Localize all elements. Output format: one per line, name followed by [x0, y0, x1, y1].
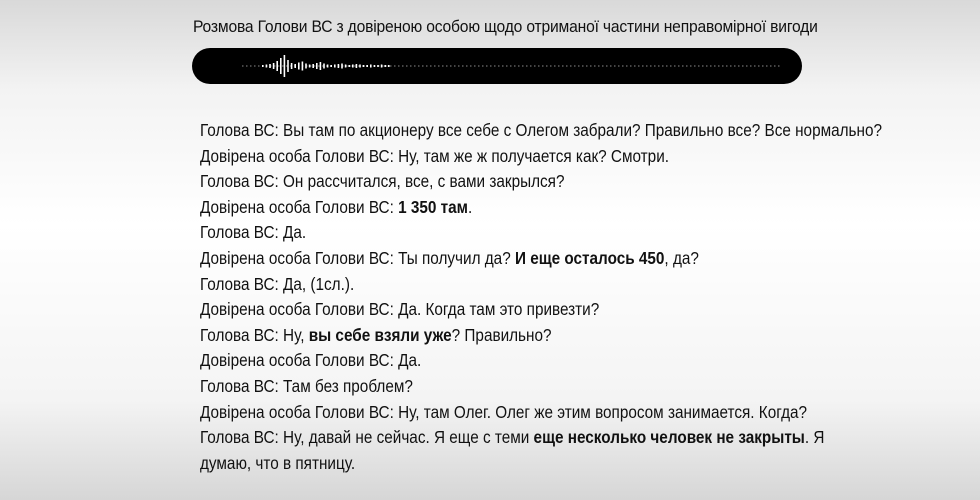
waveform-bar	[356, 64, 358, 68]
waveform-dot	[622, 66, 624, 67]
waveform-dot	[578, 66, 580, 67]
waveform-bar	[284, 55, 286, 77]
waveform-dot	[598, 66, 600, 67]
waveform-dot	[254, 66, 256, 67]
waveform-dot	[718, 66, 720, 67]
transcript-emphasis: 1 350 там	[398, 196, 468, 217]
waveform-dot	[494, 66, 496, 67]
waveform-dot	[698, 66, 700, 67]
page-title: Розмова Голови ВС з довіреною особою щодо отриманої частини неправомірної вигоди	[193, 17, 818, 36]
transcript-line	[200, 118, 882, 144]
waveform-dot	[714, 66, 716, 67]
waveform-dot	[314, 66, 316, 67]
waveform-dot	[486, 66, 488, 67]
waveform-dot	[738, 66, 740, 67]
waveform-dot	[610, 66, 612, 67]
waveform-dot	[542, 66, 544, 67]
transcript-text: , да?	[664, 247, 699, 268]
waveform-dot	[242, 66, 244, 67]
waveform-dot	[466, 66, 468, 67]
waveform-bar	[305, 64, 307, 69]
waveform-bar	[287, 60, 289, 72]
waveform-dot	[502, 66, 504, 67]
waveform-dot	[430, 66, 432, 67]
waveform-dot	[450, 66, 452, 67]
waveform-dot	[754, 66, 756, 67]
waveform-bar	[266, 65, 268, 68]
waveform-dot	[514, 66, 516, 67]
waveform-bar	[363, 65, 365, 67]
waveform-dot	[762, 66, 764, 67]
waveform-dot	[706, 66, 708, 67]
transcript-text: Голова ВС: Да, (1сл.).	[200, 273, 355, 294]
waveform-dot	[590, 66, 592, 67]
transcript-text: Довірена особа Голови ВС: Ты получил да?	[200, 247, 515, 268]
waveform-dot	[406, 66, 408, 67]
waveform-bar	[345, 65, 347, 68]
transcript-text: Голова ВС: Вы там по акционеру все себе с Олегом забрали? Правильно все? Все нормально?	[200, 120, 882, 140]
transcript-line	[200, 348, 772, 374]
transcript-line	[200, 323, 772, 349]
waveform-dot	[462, 66, 464, 67]
waveform-dot	[518, 66, 520, 67]
waveform-dot	[426, 66, 428, 67]
waveform-dot	[690, 66, 692, 67]
waveform-dot	[630, 66, 632, 67]
transcript-text: ? Правильно?	[451, 324, 552, 345]
waveform-dot	[742, 66, 744, 67]
waveform-dot	[550, 66, 552, 67]
waveform-dot	[354, 66, 356, 67]
transcript-line	[200, 297, 772, 323]
transcript-text: Довірена особа Голови ВС: Да.	[200, 350, 422, 371]
waveform-dot	[662, 66, 664, 67]
waveform-dot	[442, 66, 444, 67]
waveform-dot	[482, 66, 484, 67]
waveform-dot	[278, 66, 280, 67]
waveform-dot	[614, 66, 616, 67]
waveform-dot	[390, 66, 392, 67]
waveform-dot	[654, 66, 656, 67]
waveform-bar	[294, 64, 296, 68]
waveform-dot	[766, 66, 768, 67]
waveform-bar	[327, 65, 329, 68]
transcript-text: Довірена особа Голови ВС: Ну, там же ж получается как? Смотри.	[200, 145, 669, 166]
waveform-bar	[330, 65, 332, 67]
waveform-bar	[381, 65, 383, 68]
transcript-text: Голова ВС: Он рассчитался, все, с вами закрылся?	[200, 171, 565, 192]
transcript-text: Голова ВС: Там без проблем?	[200, 375, 413, 396]
waveform-dot	[642, 66, 644, 67]
waveform-dot	[726, 66, 728, 67]
waveform-bar	[280, 58, 282, 74]
transcript-text: Голова ВС: Ну, давай не сейчас. Я еще с теми	[200, 427, 534, 448]
waveform-dot	[774, 66, 776, 67]
waveform-bar	[273, 63, 275, 69]
waveform-dot	[562, 66, 564, 67]
waveform-bar	[262, 65, 264, 67]
waveform-dot	[350, 66, 352, 67]
waveform-dot	[438, 66, 440, 67]
waveform-dot	[522, 66, 524, 67]
waveform-bar	[312, 64, 314, 68]
waveform-dot	[318, 66, 320, 67]
waveform-dot	[666, 66, 668, 67]
waveform-dot	[246, 66, 248, 67]
waveform-bar	[298, 63, 300, 70]
waveform-dot	[574, 66, 576, 67]
waveform-dot	[474, 66, 476, 67]
waveform-bar	[366, 65, 368, 67]
transcript-emphasis: вы себе взяли уже	[308, 324, 452, 345]
waveform-dot	[394, 66, 396, 67]
waveform-dot	[646, 66, 648, 67]
transcript-text: .	[467, 196, 473, 217]
waveform-dot	[658, 66, 660, 67]
waveform-dot	[478, 66, 480, 67]
waveform-dot	[490, 66, 492, 67]
waveform-dot	[570, 66, 572, 67]
waveform-dot	[778, 66, 780, 67]
waveform-dot	[554, 66, 556, 67]
transcript-emphasis: И еще осталось 450	[514, 247, 665, 268]
waveform-dot	[650, 66, 652, 67]
waveform-dot	[586, 66, 588, 67]
waveform-dot	[558, 66, 560, 67]
transcript-line	[200, 425, 825, 451]
waveform-dot	[634, 66, 636, 67]
transcript-text: думаю, что в пятницу.	[200, 452, 356, 473]
waveform-dot	[534, 66, 536, 67]
waveform-dot	[734, 66, 736, 67]
waveform-dot	[626, 66, 628, 67]
waveform-dot	[398, 66, 400, 67]
waveform-dot	[458, 66, 460, 67]
waveform-dot	[758, 66, 760, 67]
waveform-bar	[388, 65, 390, 67]
waveform-dot	[582, 66, 584, 67]
waveform-bar	[276, 61, 278, 71]
waveform-dot	[506, 66, 508, 67]
transcript-text: Довірена особа Голови ВС: Ну, там Олег. Олег же этим вопросом занимается. Когда?	[200, 401, 808, 422]
waveform-dot	[606, 66, 608, 67]
waveform-bar	[352, 65, 354, 68]
waveform-dot	[282, 66, 284, 67]
waveform-dot	[470, 66, 472, 67]
waveform-bar	[302, 62, 304, 71]
waveform-dot	[446, 66, 448, 67]
waveform-dot	[526, 66, 528, 67]
waveform-dot	[638, 66, 640, 67]
waveform-dot	[594, 66, 596, 67]
waveform-dot	[258, 66, 260, 67]
waveform-dot	[618, 66, 620, 67]
waveform-dot	[694, 66, 696, 67]
transcript-text: Довірена особа Голови ВС:	[200, 196, 399, 217]
waveform-bar	[348, 65, 350, 67]
waveform-bar	[377, 65, 379, 67]
waveform-dot	[422, 66, 424, 67]
transcript-line	[200, 400, 808, 426]
waveform-bar	[334, 65, 336, 68]
waveform-dot	[498, 66, 500, 67]
transcript-line	[200, 144, 772, 170]
transcript-line	[200, 374, 772, 400]
transcript-line	[200, 195, 772, 221]
waveform-bar	[384, 65, 386, 67]
transcript-text: Голова ВС: Ну,	[200, 324, 309, 345]
transcript-line	[200, 169, 772, 195]
waveform-bar	[309, 65, 311, 68]
waveform-dot	[386, 66, 388, 67]
waveform-dot	[602, 66, 604, 67]
waveform-bar	[291, 63, 293, 69]
waveform-dot	[686, 66, 688, 67]
waveform-dot	[722, 66, 724, 67]
transcript-text: Довірена особа Голови ВС: Да. Когда там это привезти?	[200, 299, 600, 320]
waveform-dot	[746, 66, 748, 67]
transcript-text: Голова ВС: Да.	[200, 222, 307, 243]
audio-player[interactable]	[192, 48, 802, 84]
waveform-bar	[320, 62, 322, 70]
waveform-dot	[682, 66, 684, 67]
waveform-dot	[454, 66, 456, 67]
waveform-bar	[374, 65, 376, 67]
waveform-dot	[702, 66, 704, 67]
waveform-dot	[730, 66, 732, 67]
waveform-dot	[418, 66, 420, 67]
waveform-dot	[678, 66, 680, 67]
waveform-dot	[674, 66, 676, 67]
waveform-dot	[250, 66, 252, 67]
waveform-dot	[414, 66, 416, 67]
waveform-bar	[323, 64, 325, 69]
waveform-bar	[316, 63, 318, 69]
waveform-dot	[510, 66, 512, 67]
waveform-bar	[370, 65, 372, 68]
transcript-emphasis: еще несколько человек не закрыты	[533, 427, 805, 448]
transcript-text: . Я	[804, 427, 825, 448]
waveform-dot	[710, 66, 712, 67]
waveform-bar	[341, 64, 343, 69]
waveform-bar	[269, 64, 271, 68]
transcript-line	[200, 272, 772, 298]
waveform-bar	[359, 65, 361, 68]
waveform-dot	[670, 66, 672, 67]
transcript	[200, 118, 882, 476]
waveform-dot	[566, 66, 568, 67]
audio-waveform[interactable]	[192, 48, 802, 84]
waveform-dot	[770, 66, 772, 67]
transcript-line	[200, 451, 772, 477]
waveform-dot	[538, 66, 540, 67]
transcript-line	[200, 246, 772, 272]
waveform-dot	[546, 66, 548, 67]
waveform-dot	[530, 66, 532, 67]
waveform-bar	[338, 64, 340, 68]
waveform-dot	[410, 66, 412, 67]
waveform-dot	[402, 66, 404, 67]
waveform-dot	[750, 66, 752, 67]
transcript-line	[200, 220, 772, 246]
waveform-dot	[434, 66, 436, 67]
